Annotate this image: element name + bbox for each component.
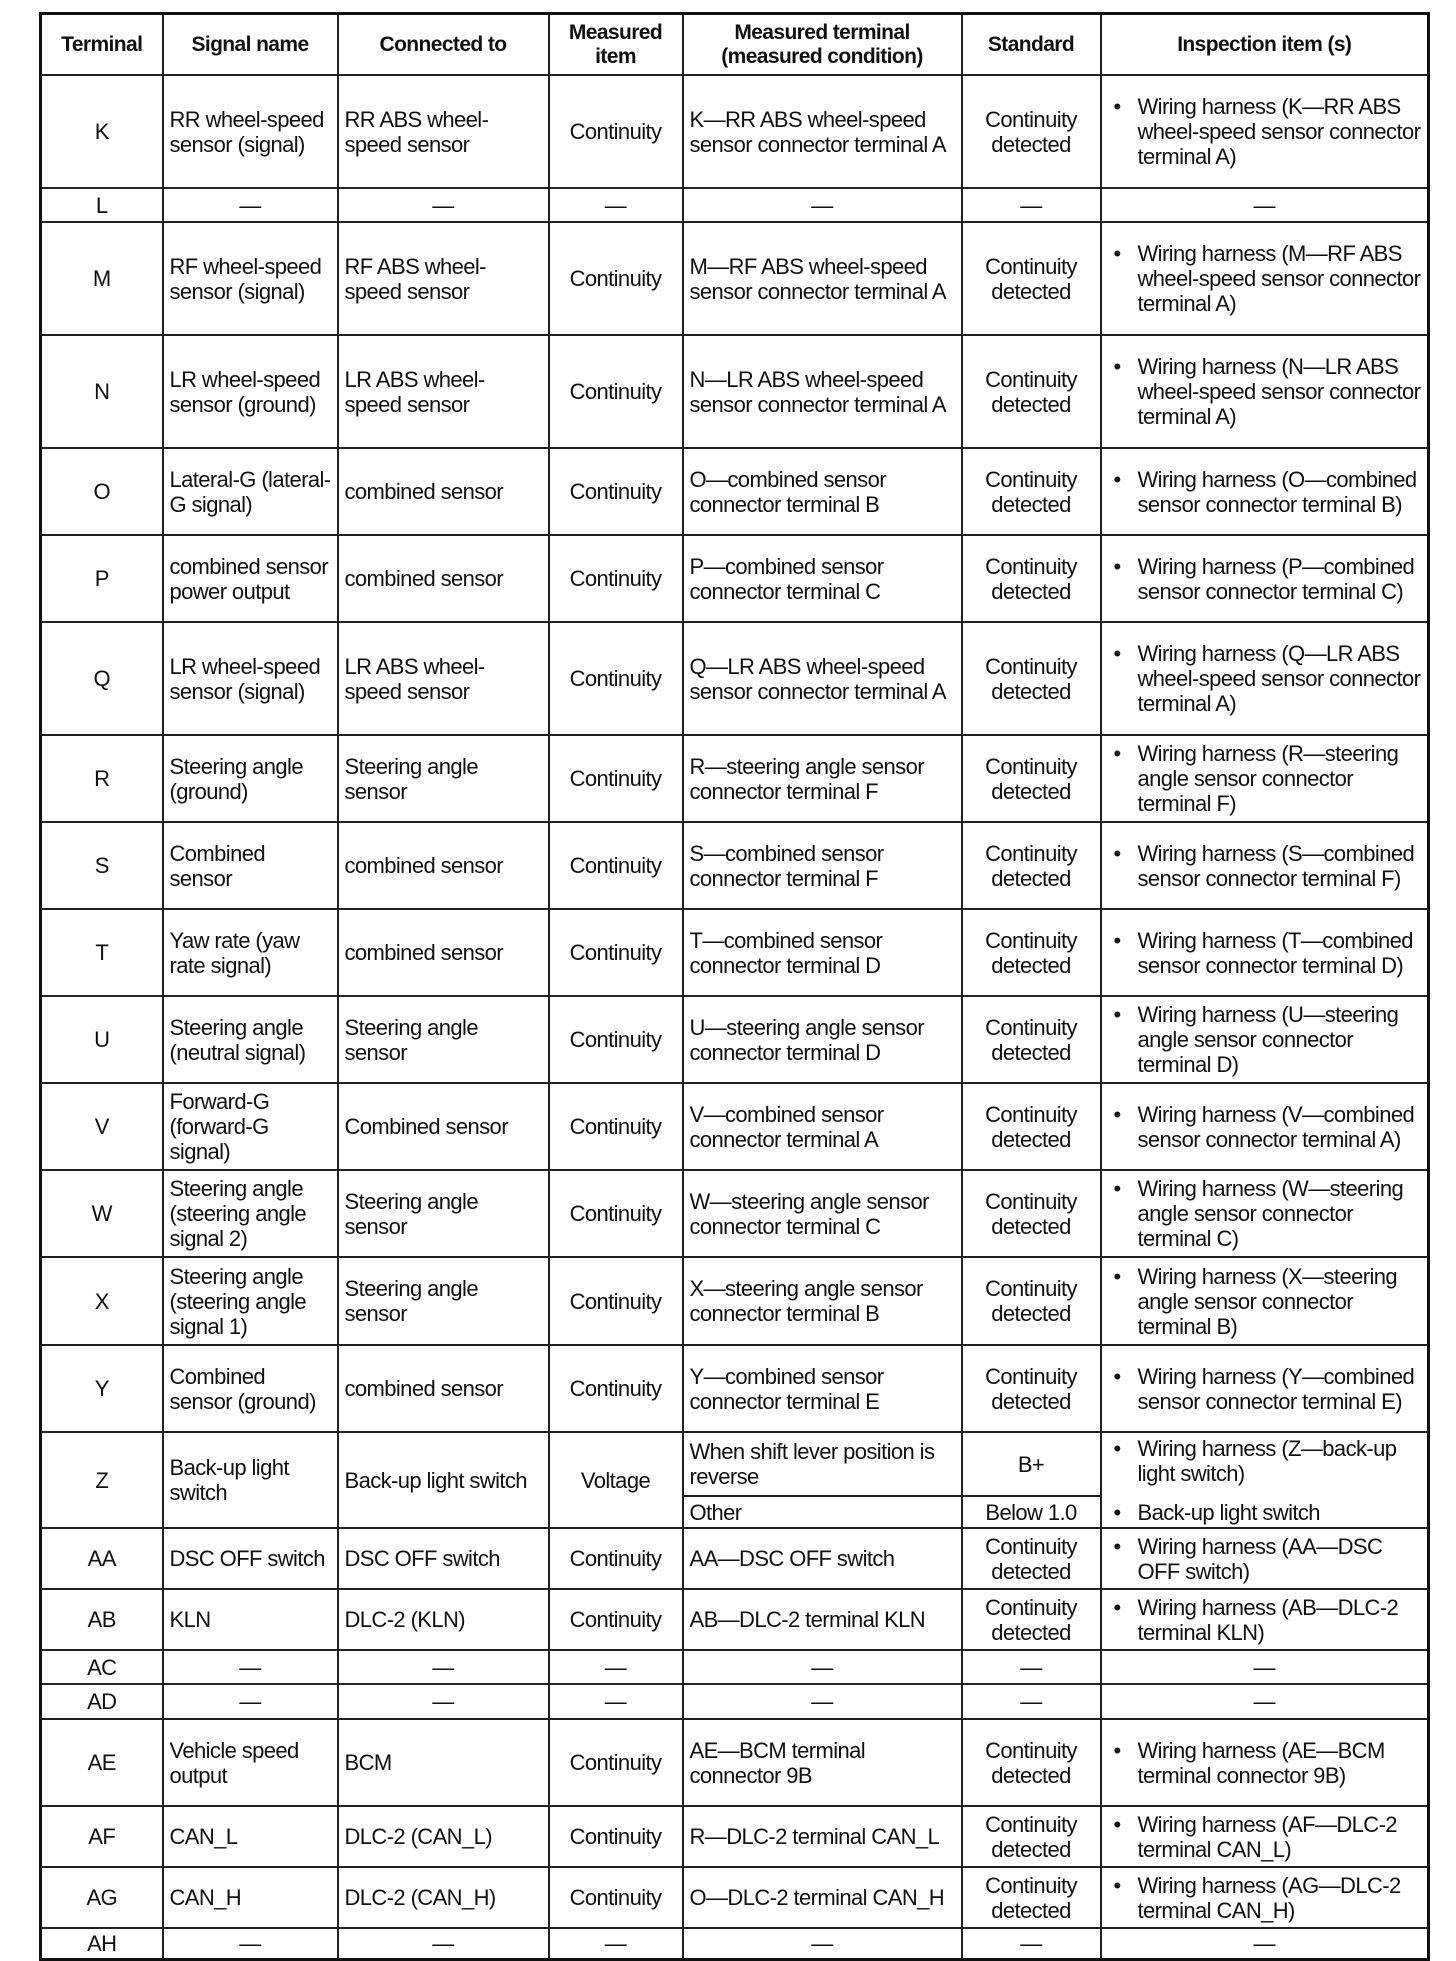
table-row — [41, 1650, 1429, 1684]
table-row — [41, 1083, 1429, 1170]
signal-name-cell: KLN — [163, 1589, 338, 1650]
signal-name-cell: RR wheel-speed sensor (signal) — [163, 75, 338, 188]
inspection-items-cell: — — [1101, 1928, 1429, 1960]
measured-item-cell: Continuity — [549, 1257, 683, 1345]
measured-terminal-cell: S—combined sensor connector terminal F — [683, 822, 962, 909]
connected-to-cell: BCM — [338, 1719, 549, 1806]
table-row — [41, 1867, 1429, 1928]
standard-cell: Continuity detected — [962, 448, 1101, 535]
connected-to-cell: combined sensor — [338, 535, 549, 622]
measured-item-cell: — — [549, 1928, 683, 1960]
header-connected-to: Connected to — [338, 14, 549, 76]
standard-cell: — — [962, 1928, 1101, 1960]
signal-name-cell: Steering angle (steering angle signal 2) — [163, 1170, 338, 1257]
table-row — [41, 1528, 1429, 1589]
measured-item-cell: — — [549, 188, 683, 222]
measured-terminal-cell: AB—DLC-2 terminal KLN — [683, 1589, 962, 1650]
measured-terminal-cell: T—combined sensor connector terminal D — [683, 909, 962, 996]
inspection-items-cell — [1101, 909, 1429, 996]
connected-to-cell: DLC-2 (KLN) — [338, 1589, 549, 1650]
standard-cell: Continuity detected — [962, 735, 1101, 822]
terminal-cell: AB — [41, 1589, 163, 1650]
terminal-cell: AA — [41, 1528, 163, 1589]
connected-to-cell: Steering angle sensor — [338, 996, 549, 1083]
inspection-list — [1108, 1812, 1422, 1862]
terminal-cell: AG — [41, 1867, 163, 1928]
measured-item-cell: Continuity — [549, 1867, 683, 1928]
signal-name-cell: Steering angle (steering angle signal 1) — [163, 1257, 338, 1345]
table-row — [41, 1928, 1429, 1960]
inspection-item: • Wiring harness (AG—DLC-2 terminal CAN_H) — [1138, 1873, 1422, 1923]
inspection-items-cell — [1101, 1083, 1429, 1170]
measured-item-cell: Continuity — [549, 335, 683, 448]
inspection-items-cell: — — [1101, 188, 1429, 222]
table-row — [41, 1684, 1429, 1719]
inspection-item: • Wiring harness (P—combined sensor connector terminal C) — [1138, 554, 1422, 604]
connected-to-cell: LR ABS wheel-speed sensor — [338, 335, 549, 448]
header-standard: Standard — [962, 14, 1101, 76]
inspection-items-cell — [1101, 335, 1429, 448]
table-row — [41, 1719, 1429, 1806]
signal-name-cell: Lateral-G (lateral-G signal) — [163, 448, 338, 535]
measured-terminal-cell: P—combined sensor connector terminal C — [683, 535, 962, 622]
standard-cell: Continuity detected — [962, 1345, 1101, 1432]
standard-cell: Continuity detected — [962, 1257, 1101, 1345]
signal-name-cell: CAN_L — [163, 1806, 338, 1867]
measured-terminal-cell: N—LR ABS wheel-speed sensor connector terminal A — [683, 335, 962, 448]
table-row — [41, 1806, 1429, 1867]
standard-cell: Continuity detected — [962, 1806, 1101, 1867]
signal-name-cell: RF wheel-speed sensor (signal) — [163, 222, 338, 335]
inspection-item: • Wiring harness (Q—LR ABS wheel-speed sensor connector terminal A) — [1138, 641, 1422, 716]
standard-cell: — — [962, 188, 1101, 222]
measured-item-cell: Continuity — [549, 735, 683, 822]
inspection-item: • Wiring harness (N—LR ABS wheel-speed sensor connector terminal A) — [1138, 354, 1422, 429]
table-row — [41, 735, 1429, 822]
connected-to-cell: Steering angle sensor — [338, 735, 549, 822]
measured-item-cell: — — [549, 1650, 683, 1684]
inspection-items-cell — [1101, 1528, 1429, 1589]
header-terminal: Terminal — [41, 14, 163, 76]
inspection-item: • Back-up light switch — [1138, 1500, 1422, 1525]
inspection-item: • Wiring harness (AA—DSC OFF switch) — [1138, 1534, 1422, 1584]
inspection-list — [1108, 94, 1422, 169]
inspection-item: • Wiring harness (AB—DLC-2 terminal KLN) — [1138, 1595, 1422, 1645]
inspection-items-cell — [1101, 1257, 1429, 1345]
measured-item-cell: Continuity — [549, 1806, 683, 1867]
inspection-items-cell — [1101, 1170, 1429, 1257]
terminal-cell: O — [41, 448, 163, 535]
inspection-items-cell — [1101, 622, 1429, 735]
measured-item-cell: Continuity — [549, 1589, 683, 1650]
standard-cell: Continuity detected — [962, 1867, 1101, 1928]
inspection-list — [1108, 1738, 1422, 1788]
measured-terminal-cell: Y—combined sensor connector terminal E — [683, 1345, 962, 1432]
inspection-item: • Wiring harness (V—combined sensor connector terminal A) — [1138, 1102, 1422, 1152]
standard-cell: Continuity detected — [962, 822, 1101, 909]
inspection-item: • Wiring harness (O—combined sensor connector terminal B) — [1138, 467, 1422, 517]
signal-name-cell: Combined sensor (ground) — [163, 1345, 338, 1432]
inspection-items-cell: — — [1101, 1650, 1429, 1684]
signal-name-cell: LR wheel-speed sensor (ground) — [163, 335, 338, 448]
inspection-list — [1108, 354, 1422, 429]
signal-name-cell: Combined sensor — [163, 822, 338, 909]
inspection-items-cell — [1101, 535, 1429, 622]
inspection-items-cell — [1101, 822, 1429, 909]
inspection-list — [1108, 741, 1422, 816]
standard-cell: — — [962, 1684, 1101, 1719]
measured-terminal-cell: O—DLC-2 terminal CAN_H — [683, 1867, 962, 1928]
measured-terminal-cell: U—steering angle sensor connector terminal D — [683, 996, 962, 1083]
inspection-items-cell — [1101, 222, 1429, 335]
standard-cell: Continuity detected — [962, 1589, 1101, 1650]
inspection-item: • Wiring harness (T—combined sensor connector terminal D) — [1138, 928, 1422, 978]
terminal-cell: S — [41, 822, 163, 909]
measured-item-cell: Continuity — [549, 75, 683, 188]
measured-terminal-cell: X—steering angle sensor connector terminal B — [683, 1257, 962, 1345]
inspection-list — [1108, 1002, 1422, 1077]
inspection-items-cell — [1101, 448, 1429, 535]
table-row — [41, 222, 1429, 335]
inspection-item: • Wiring harness (S—combined sensor connector terminal F) — [1138, 841, 1422, 891]
connected-to-cell: Steering angle sensor — [338, 1257, 549, 1345]
measured-terminal-cell: AE—BCM terminal connector 9B — [683, 1719, 962, 1806]
measured-terminal-cell: O—combined sensor connector terminal B — [683, 448, 962, 535]
signal-name-cell: — — [163, 1650, 338, 1684]
terminal-cell: L — [41, 188, 163, 222]
terminal-cell: P — [41, 535, 163, 622]
measured-terminal-cell: — — [683, 1650, 962, 1684]
inspection-list — [1108, 241, 1422, 316]
connected-to-cell: combined sensor — [338, 909, 549, 996]
measured-item-cell: — — [549, 1684, 683, 1719]
inspection-list — [1108, 928, 1422, 978]
measured-item-cell: Continuity — [549, 1719, 683, 1806]
inspection-items-cell — [1101, 75, 1429, 188]
standard-cell: Continuity detected — [962, 222, 1101, 335]
signal-name-cell: CAN_H — [163, 1867, 338, 1928]
terminal-cell: N — [41, 335, 163, 448]
standard-cell: Continuity detected — [962, 909, 1101, 996]
signal-name-cell: Back-up light switch — [163, 1432, 338, 1528]
measured-item-cell: Continuity — [549, 1345, 683, 1432]
measured-terminal-cell: AA—DSC OFF switch — [683, 1528, 962, 1589]
terminal-cell: T — [41, 909, 163, 996]
connected-to-cell: — — [338, 1684, 549, 1719]
standard-cell: Continuity detected — [962, 1083, 1101, 1170]
signal-name-cell: — — [163, 188, 338, 222]
table-row — [41, 1432, 1429, 1496]
inspection-items-cell — [1101, 1345, 1429, 1432]
inspection-item: • Wiring harness (AF—DLC-2 terminal CAN_L) — [1138, 1812, 1422, 1862]
terminal-inspection-table — [39, 12, 1430, 1961]
inspection-item: • Wiring harness (K—RR ABS wheel-speed sensor connector terminal A) — [1138, 94, 1422, 169]
connected-to-cell: Steering angle sensor — [338, 1170, 549, 1257]
terminal-cell: K — [41, 75, 163, 188]
terminal-cell: X — [41, 1257, 163, 1345]
measured-item-cell: Continuity — [549, 448, 683, 535]
measured-item-cell: Continuity — [549, 1170, 683, 1257]
inspection-list — [1108, 1364, 1422, 1414]
connected-to-cell: DSC OFF switch — [338, 1528, 549, 1589]
inspection-item: • Wiring harness (U—steering angle sensor connector terminal D) — [1138, 1002, 1422, 1077]
connected-to-cell: Combined sensor — [338, 1083, 549, 1170]
inspection-list — [1108, 1873, 1422, 1923]
signal-name-cell: — — [163, 1928, 338, 1960]
connected-to-cell: — — [338, 1928, 549, 1960]
inspection-items-cell — [1101, 1719, 1429, 1806]
measured-terminal-cell: — — [683, 1684, 962, 1719]
connected-to-cell: LR ABS wheel-speed sensor — [338, 622, 549, 735]
header-inspection-items: Inspection item (s) — [1101, 14, 1429, 76]
table-row — [41, 1345, 1429, 1432]
signal-name-cell: Steering angle (neutral signal) — [163, 996, 338, 1083]
header-measured-terminal: Measured terminal (measured condition) — [683, 14, 962, 76]
inspection-list — [1108, 1264, 1422, 1339]
measured-terminal-cell: W—steering angle sensor connector terminal C — [683, 1170, 962, 1257]
inspection-items-cell — [1101, 735, 1429, 822]
measured-item-cell: Voltage — [549, 1432, 683, 1528]
signal-name-cell: — — [163, 1684, 338, 1719]
signal-name-cell: Vehicle speed output — [163, 1719, 338, 1806]
measured-item-cell: Continuity — [549, 222, 683, 335]
terminal-cell: U — [41, 996, 163, 1083]
measured-terminal-cell: Q—LR ABS wheel-speed sensor connector terminal A — [683, 622, 962, 735]
table-row — [41, 822, 1429, 909]
connected-to-cell: DLC-2 (CAN_H) — [338, 1867, 549, 1928]
inspection-items-cell: — — [1101, 1684, 1429, 1719]
measured-terminal-cell: R—DLC-2 terminal CAN_L — [683, 1806, 962, 1867]
measured-terminal-cell: When shift lever position is reverse — [683, 1432, 962, 1496]
inspection-item: • Wiring harness (R—steering angle sensor connector terminal F) — [1138, 741, 1422, 816]
measured-item-cell: Continuity — [549, 996, 683, 1083]
terminal-cell: AC — [41, 1650, 163, 1684]
inspection-item: • Wiring harness (M—RF ABS wheel-speed sensor connector terminal A) — [1138, 241, 1422, 316]
measured-terminal-cell: R—steering angle sensor connector terminal F — [683, 735, 962, 822]
inspection-items-cell — [1101, 996, 1429, 1083]
table-row — [41, 1170, 1429, 1257]
inspection-list — [1108, 641, 1422, 716]
inspection-list — [1108, 554, 1422, 604]
inspection-item: • Wiring harness (X—steering angle sensor connector terminal B) — [1138, 1264, 1422, 1339]
table-row — [41, 335, 1429, 448]
measured-item-cell: Continuity — [549, 1528, 683, 1589]
connected-to-cell: RF ABS wheel-speed sensor — [338, 222, 549, 335]
measured-terminal-cell: — — [683, 188, 962, 222]
connected-to-cell: combined sensor — [338, 822, 549, 909]
connected-to-cell: RR ABS wheel-speed sensor — [338, 75, 549, 188]
inspection-item: • Wiring harness (Z—back-up light switch) — [1138, 1436, 1422, 1486]
measured-terminal-cell: Other — [683, 1496, 962, 1528]
connected-to-cell: Back-up light switch — [338, 1432, 549, 1528]
table-row — [41, 996, 1429, 1083]
table-row — [41, 1257, 1429, 1345]
terminal-cell: AD — [41, 1684, 163, 1719]
inspection-list — [1108, 1102, 1422, 1152]
terminal-cell: W — [41, 1170, 163, 1257]
table-row — [41, 909, 1429, 996]
header-measured-item: Measured item — [549, 14, 683, 76]
standard-cell: Continuity detected — [962, 75, 1101, 188]
signal-name-cell: Forward-G (forward-G signal) — [163, 1083, 338, 1170]
standard-cell: Continuity detected — [962, 335, 1101, 448]
standard-cell: Below 1.0 — [962, 1496, 1101, 1528]
table-row — [41, 75, 1429, 188]
terminal-cell: V — [41, 1083, 163, 1170]
standard-cell: Continuity detected — [962, 1719, 1101, 1806]
table-row — [41, 622, 1429, 735]
measured-terminal-cell: V—combined sensor connector terminal A — [683, 1083, 962, 1170]
terminal-cell: AH — [41, 1928, 163, 1960]
signal-name-cell: combined sensor power output — [163, 535, 338, 622]
connected-to-cell: combined sensor — [338, 1345, 549, 1432]
terminal-cell: Y — [41, 1345, 163, 1432]
inspection-item: • Wiring harness (W—steering angle sensor connector terminal C) — [1138, 1176, 1422, 1251]
terminal-cell: Q — [41, 622, 163, 735]
terminal-cell: Z — [41, 1432, 163, 1528]
standard-cell: — — [962, 1650, 1101, 1684]
table-row — [41, 1589, 1429, 1650]
connected-to-cell: combined sensor — [338, 448, 549, 535]
measured-terminal-cell: — — [683, 1928, 962, 1960]
measured-item-cell: Continuity — [549, 1083, 683, 1170]
standard-cell: B+ — [962, 1432, 1101, 1496]
standard-cell: Continuity detected — [962, 622, 1101, 735]
inspection-items-cell — [1101, 1806, 1429, 1867]
standard-cell: Continuity detected — [962, 535, 1101, 622]
table-row — [41, 535, 1429, 622]
inspection-items-cell — [1101, 1589, 1429, 1650]
standard-cell: Continuity detected — [962, 996, 1101, 1083]
signal-name-cell: DSC OFF switch — [163, 1528, 338, 1589]
inspection-item: • Wiring harness (AE—BCM terminal connector 9B) — [1138, 1738, 1422, 1788]
inspection-list — [1108, 841, 1422, 891]
signal-name-cell: Yaw rate (yaw rate signal) — [163, 909, 338, 996]
table-body — [41, 75, 1429, 1960]
inspection-list — [1108, 1436, 1422, 1525]
terminal-cell: M — [41, 222, 163, 335]
measured-terminal-cell: M—RF ABS wheel-speed sensor connector terminal A — [683, 222, 962, 335]
measured-item-cell: Continuity — [549, 822, 683, 909]
inspection-list — [1108, 1176, 1422, 1251]
inspection-list — [1108, 1595, 1422, 1645]
measured-item-cell: Continuity — [549, 909, 683, 996]
header-signal-name: Signal name — [163, 14, 338, 76]
inspection-items-cell — [1101, 1867, 1429, 1928]
measured-item-cell: Continuity — [549, 535, 683, 622]
terminal-cell: AE — [41, 1719, 163, 1806]
terminal-cell: AF — [41, 1806, 163, 1867]
header-row — [41, 14, 1429, 76]
connected-to-cell: — — [338, 1650, 549, 1684]
inspection-list — [1108, 467, 1422, 517]
inspection-item: • Wiring harness (Y—combined sensor connector terminal E) — [1138, 1364, 1422, 1414]
table-row — [41, 448, 1429, 535]
terminal-cell: R — [41, 735, 163, 822]
signal-name-cell: LR wheel-speed sensor (signal) — [163, 622, 338, 735]
table-row — [41, 188, 1429, 222]
inspection-items-cell — [1101, 1432, 1429, 1528]
standard-cell: Continuity detected — [962, 1170, 1101, 1257]
measured-item-cell: Continuity — [549, 622, 683, 735]
measured-terminal-cell: K—RR ABS wheel-speed sensor connector terminal A — [683, 75, 962, 188]
signal-name-cell: Steering angle (ground) — [163, 735, 338, 822]
connected-to-cell: DLC-2 (CAN_L) — [338, 1806, 549, 1867]
connected-to-cell: — — [338, 188, 549, 222]
inspection-list — [1108, 1534, 1422, 1584]
standard-cell: Continuity detected — [962, 1528, 1101, 1589]
